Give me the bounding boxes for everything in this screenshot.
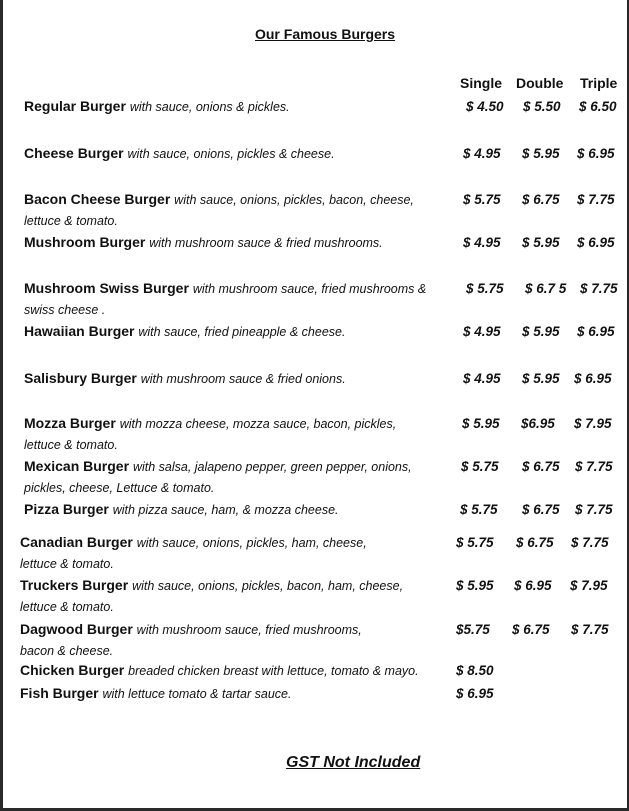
price-double: $ 6.95 <box>514 578 552 593</box>
price-double: $ 5.50 <box>523 99 561 114</box>
item-description: with salsa, jalapeno pepper, green pepper, onions, <box>132 460 412 474</box>
item-name: Regular Burger <box>24 98 126 114</box>
item-description: with mushroom sauce & fried onions. <box>140 372 346 386</box>
price-double: $ 5.95 <box>522 324 560 339</box>
tax-notice: GST Not Included <box>286 754 421 771</box>
item-name: Pizza Burger <box>24 501 109 517</box>
item-description-continued: swiss cheese . <box>24 303 106 317</box>
item-name: Hawaiian Burger <box>24 323 135 339</box>
price-single: $ 5.95 <box>456 578 494 593</box>
price-single: $ 5.75 <box>460 502 498 517</box>
price-triple: $ 7.75 <box>577 192 615 207</box>
column-header-triple: Triple <box>580 75 618 91</box>
price-triple: $ 6.95 <box>574 371 612 386</box>
item-name: Mozza Burger <box>24 415 116 431</box>
item-description: breaded chicken breast with lettuce, tomato & mayo. <box>128 664 419 678</box>
price-single: $ 4.95 <box>463 324 501 339</box>
item-name: Cheese Burger <box>24 145 124 161</box>
menu-item <box>20 619 362 662</box>
price-single: $ 5.75 <box>461 459 499 474</box>
item-description: with lettuce tomato & tartar sauce. <box>102 687 292 701</box>
price-triple: $ 7.75 <box>571 622 609 637</box>
menu-item <box>24 413 396 456</box>
item-name: Mushroom Swiss Burger <box>24 280 189 296</box>
price-single: $ 4.50 <box>466 99 504 114</box>
item-name: Dagwood Burger <box>20 621 133 637</box>
item-description-continued: pickles, cheese, Lettuce & tomato. <box>24 481 215 495</box>
price-double: $ 6.75 <box>522 459 560 474</box>
item-name: Salisbury Burger <box>24 370 137 386</box>
item-description-continued: bacon & cheese. <box>20 644 114 658</box>
price-triple: $ 7.75 <box>575 502 613 517</box>
item-description: with sauce, onions, pickles & cheese. <box>127 147 335 161</box>
price-triple: $ 7.75 <box>575 459 613 474</box>
price-single: $ 4.95 <box>463 371 501 386</box>
item-description: with mushroom sauce, fried mushrooms & <box>192 282 427 296</box>
price-single: $ 4.95 <box>463 235 501 250</box>
menu-item <box>20 532 367 575</box>
menu-item <box>24 143 335 165</box>
item-description-continued: lettuce & tomato. <box>20 557 114 571</box>
price-triple: $ 6.95 <box>577 235 615 250</box>
price-triple: $ 7.95 <box>574 416 612 431</box>
menu-item <box>24 232 383 254</box>
item-name: Mushroom Burger <box>24 234 146 250</box>
item-name: Canadian Burger <box>20 534 133 550</box>
column-header-double: Double <box>516 75 564 91</box>
item-description: with mozza cheese, mozza sauce, bacon, pickles, <box>119 417 397 431</box>
item-description: with mushroom sauce & fried mushrooms. <box>149 236 383 250</box>
price-triple: $ 7.75 <box>580 281 618 296</box>
page-frame-left <box>0 0 3 811</box>
item-name: Bacon Cheese Burger <box>24 191 171 207</box>
menu-title: Our Famous Burgers <box>254 26 396 42</box>
menu-item <box>24 278 426 321</box>
item-description: with pizza sauce, ham, & mozza cheese. <box>112 503 339 517</box>
item-name: Chicken Burger <box>20 662 125 678</box>
price-double: $6.95 <box>521 416 555 431</box>
price-double: $ 5.95 <box>522 371 560 386</box>
price-single: $ 4.95 <box>463 146 501 161</box>
price-single: $ 5.95 <box>462 416 500 431</box>
menu-item <box>20 683 291 705</box>
item-description-continued: lettuce & tomato. <box>20 600 114 614</box>
price-double: $ 6.75 <box>516 535 554 550</box>
menu-item <box>24 456 412 499</box>
item-description: with sauce, onions, pickles, ham, cheese, <box>136 536 367 550</box>
price-triple: $ 6.50 <box>579 99 617 114</box>
menu-item <box>20 575 403 618</box>
price-double: $ 6.75 <box>522 192 560 207</box>
menu-item <box>24 189 414 232</box>
item-description: with sauce, fried pineapple & cheese. <box>138 325 346 339</box>
item-name: Fish Burger <box>20 685 99 701</box>
menu-item <box>20 660 419 682</box>
price-single: $ 8.50 <box>456 663 494 678</box>
item-name: Mexican Burger <box>24 458 130 474</box>
price-single: $ 5.75 <box>463 192 501 207</box>
price-double: $ 6.75 <box>522 502 560 517</box>
item-description-continued: lettuce & tomato. <box>24 438 118 452</box>
menu-item <box>24 368 346 390</box>
menu-item <box>24 499 339 521</box>
price-double: $ 6.75 <box>512 622 550 637</box>
price-double: $ 6.7 5 <box>525 281 567 296</box>
price-double: $ 5.95 <box>522 235 560 250</box>
price-double: $ 5.95 <box>522 146 560 161</box>
price-single: $5.75 <box>456 622 490 637</box>
price-triple: $ 7.95 <box>570 578 608 593</box>
price-triple: $ 6.95 <box>577 146 615 161</box>
menu-item <box>24 321 345 343</box>
item-description: with sauce, onions, pickles, bacon, ham, cheese, <box>132 579 404 593</box>
column-header-single: Single <box>460 75 503 91</box>
price-triple: $ 6.95 <box>577 324 615 339</box>
item-name: Truckers Burger <box>20 577 129 593</box>
price-single: $ 6.95 <box>456 686 494 701</box>
price-triple: $ 7.75 <box>571 535 609 550</box>
item-description: with sauce, onions & pickles. <box>129 100 290 114</box>
price-single: $ 5.75 <box>456 535 494 550</box>
price-single: $ 5.75 <box>466 281 504 296</box>
menu-item <box>24 96 290 118</box>
item-description-continued: lettuce & tomato. <box>24 214 118 228</box>
item-description: with sauce, onions, pickles, bacon, cheese, <box>174 193 414 207</box>
item-description: with mushroom sauce, fried mushrooms, <box>136 623 362 637</box>
